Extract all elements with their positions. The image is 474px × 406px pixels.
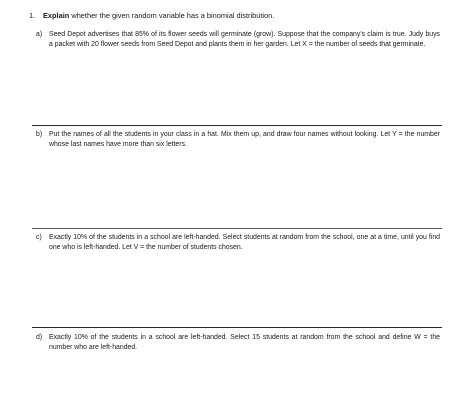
part-d-label: d) [36, 334, 43, 341]
part-b [36, 130, 440, 150]
part-b-label: b) [36, 131, 43, 138]
part-a-label: a) [36, 31, 43, 38]
answer-divider-c [32, 327, 442, 328]
part-d-text: Exactly 10% of the students in a school are left-handed. Select 15 students at random from the school and define W = the number who are left-handed. [49, 334, 440, 351]
part-a [36, 30, 440, 50]
answer-divider-b [32, 228, 442, 229]
question-instruction-text: whether the given random variable has a binomial distribution. [69, 11, 275, 20]
part-d [36, 333, 440, 353]
question-number: 1. [29, 11, 36, 20]
question-header [29, 11, 274, 21]
part-c-label: c) [36, 234, 42, 241]
question-instruction-bold: Explain [43, 11, 70, 20]
part-a-text: Seed Depot advertises that 85% of its flower seeds will germinate (grow). Suppose that the company's claim is true. Judy buys a packet with 20 flower seeds from Seed Depot and plants them in her garden. Let X = the number of seeds that germinate. [49, 31, 440, 48]
part-b-text: Put the names of all the students in your class in a hat. Mix them up, and draw four names without looking. Let Y = the number whose last names have more than six letters. [49, 131, 440, 148]
answer-divider-a [32, 125, 442, 126]
part-c [36, 233, 440, 253]
part-c-text: Exactly 10% of the students in a school are left-handed. Select students at random from the school, one at a time, until you find one who is left-handed. Let V = the number of students chosen. [49, 234, 440, 251]
